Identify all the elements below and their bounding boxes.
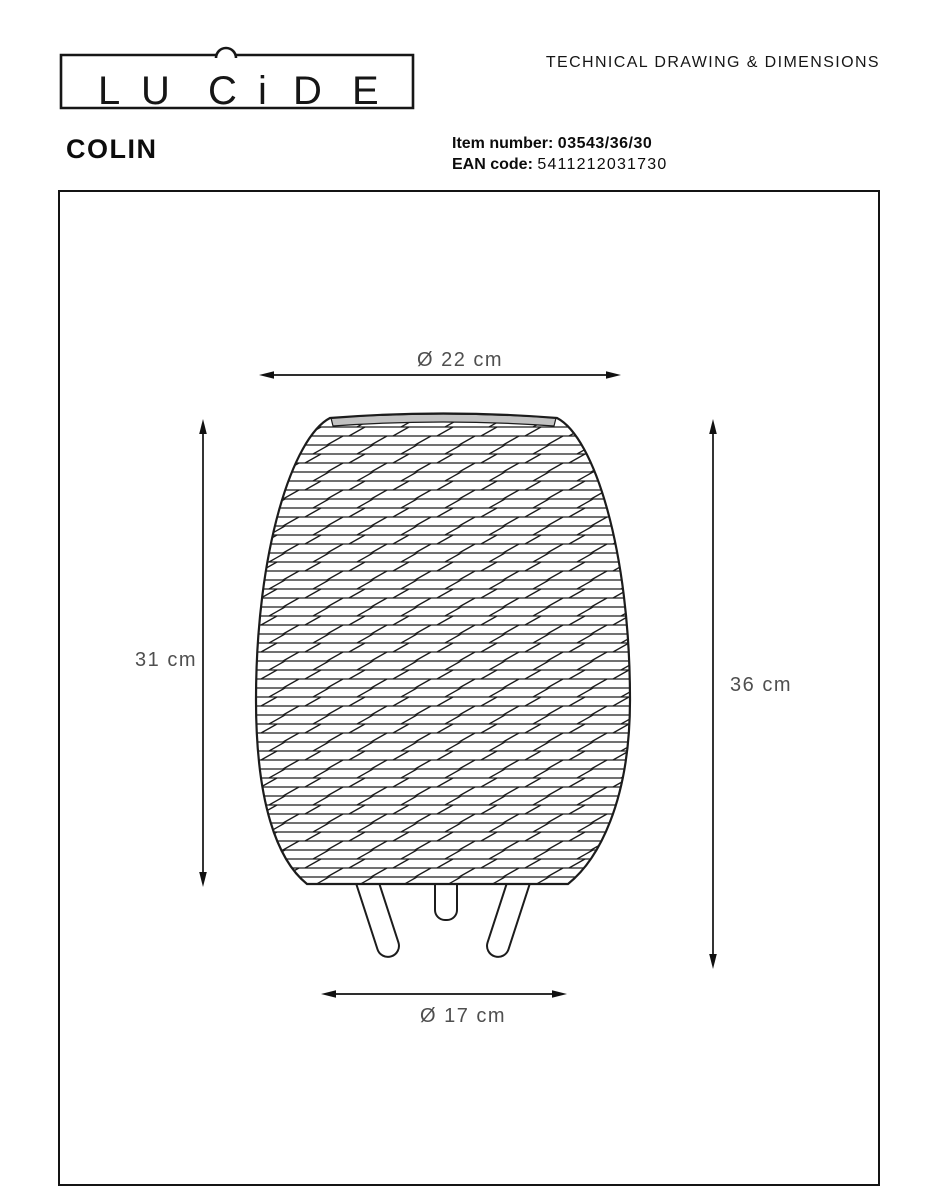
ean-row — [452, 154, 667, 175]
item-number-row — [452, 133, 667, 154]
arrowhead-down — [709, 954, 717, 969]
total-height-dimension — [709, 419, 792, 969]
product-name: COLIN — [66, 134, 158, 164]
technical-drawing — [60, 192, 878, 1184]
drawing-border-box — [58, 190, 880, 1186]
arrowhead-left — [321, 990, 336, 998]
top-diameter-label: Ø 22 cm — [416, 349, 504, 371]
lamp-body-texture — [256, 414, 630, 885]
arrowhead-right — [552, 990, 567, 998]
arrowhead-up — [709, 419, 717, 434]
arrowhead-up — [199, 419, 207, 434]
logo-letter-i: i — [258, 69, 267, 113]
logo-letter-c: C — [208, 69, 237, 113]
ean-label: EAN code: — [452, 156, 533, 173]
arrowhead-right — [606, 371, 621, 379]
base-diameter-label: Ø 17 cm — [419, 1005, 507, 1027]
ean-value: 5411212031730 — [537, 156, 668, 173]
body-height-label: 31 cm — [135, 649, 197, 671]
arrowhead-down — [199, 872, 207, 887]
body-height-dimension — [135, 419, 207, 887]
base-diameter-dimension — [321, 990, 567, 1027]
logo-letter-u: U — [141, 69, 170, 113]
arrowhead-left — [259, 371, 274, 379]
item-number-value: 03543/36/30 — [557, 135, 653, 152]
product-codes — [452, 133, 667, 175]
lucide-logo — [54, 38, 418, 114]
item-number-label: Item number: — [452, 135, 554, 152]
total-height-label: 36 cm — [730, 674, 792, 696]
logo-letter-l: L — [98, 69, 121, 113]
logo-letter-d: D — [293, 69, 322, 113]
logo-c-hook — [216, 48, 236, 58]
top-diameter-dimension — [259, 349, 621, 379]
logo-letter-e: E — [352, 69, 379, 113]
document-title: TECHNICAL DRAWING & DIMENSIONS — [545, 54, 880, 71]
